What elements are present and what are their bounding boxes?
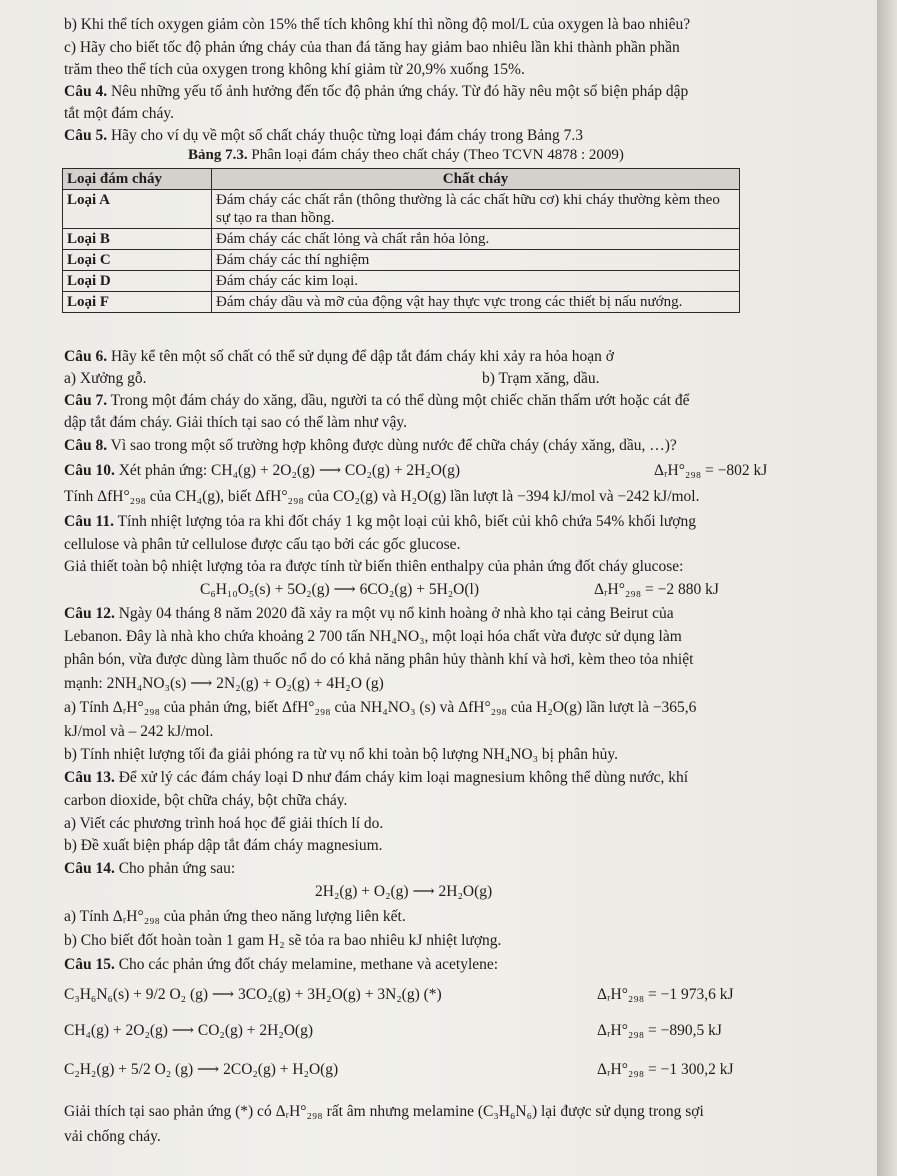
q6-label: Câu 6.: [64, 348, 108, 365]
question-6: [64, 347, 614, 366]
question-11: [64, 512, 696, 531]
q13-label: Câu 13.: [64, 769, 115, 786]
question-5: [64, 126, 583, 145]
question-14: [64, 859, 235, 878]
q12-a-cont: kJ/mol và – 242 kJ/mol.: [64, 723, 214, 740]
q15-text: Cho các phản ứng đốt cháy melamine, methane và acetylene:: [114, 956, 499, 973]
q6-text: Hãy kể tên một số chất có thể sử dụng để dập tắt đám cháy khi xảy ra hỏa hoạn ở: [107, 348, 614, 365]
row-type: Loại D: [63, 271, 212, 292]
q14-b: b) Cho biết đốt hoàn toàn 1 gam H₂ sẽ tỏa ra bao nhiêu kJ nhiệt lượng.: [64, 932, 502, 949]
q5-text: Hãy cho ví dụ về một số chất cháy thuộc từng loại đám cháy trong Bảng 7.3: [107, 127, 583, 144]
table-row: [63, 190, 740, 229]
table-row: [63, 271, 740, 292]
q6-b: b) Trạm xăng, dầu.: [482, 370, 600, 387]
q14-label: Câu 14.: [64, 860, 115, 877]
table-header-row: [63, 169, 740, 190]
q14-text: Cho phản ứng sau:: [114, 860, 236, 877]
line-3b: b) Khi thể tích oxygen giảm còn 15% thể tích không khí thì nồng độ mol/L của oxygen là bao nhiêu?: [64, 16, 691, 33]
q10-enthalpy: ΔᵣH°₂₉₈ = −802 kJ: [654, 462, 768, 479]
q15-label: Câu 15.: [64, 956, 115, 973]
q13-a: a) Viết các phương trình hoá học để giải thích lí do.: [64, 815, 384, 832]
q13-cont: carbon dioxide, bột chữa cháy, bột chữa cháy.: [64, 792, 348, 809]
q15-end-1: Giải thích tại sao phản ứng (*) có ΔᵣH°₂₉₈ rất âm nhưng melamine (C₃H₆N₆) lại được sử dụng trong sợi: [64, 1103, 704, 1120]
q10-line2: Tính ΔfH°₂₉₈ của CH₄(g), biết ΔfH°₂₉₈ của CO₂(g) và H₂O(g) lần lượt là −394 kJ/mol và −242 kJ/mol.: [64, 488, 700, 505]
header-substance: Chất cháy: [212, 169, 740, 190]
q12-text: Ngày 04 tháng 8 năm 2020 đã xảy ra một vụ nổ kinh hoàng ở nhà kho tại cảng Beirut của: [114, 605, 674, 622]
q10-label: Câu 10.: [64, 462, 115, 479]
q15-enthalpy-1: ΔᵣH°₂₉₈ = −1 973,6 kJ: [597, 986, 734, 1003]
table-row: [63, 229, 740, 250]
question-10: [64, 461, 460, 480]
table-row: [63, 292, 740, 313]
question-15: [64, 955, 498, 974]
table-caption: [188, 146, 624, 165]
row-desc: Đám cháy các chất lỏng và chất rắn hỏa lỏng.: [212, 229, 740, 250]
q11-cont2: Giả thiết toàn bộ nhiệt lượng tỏa ra được tính từ biến thiên enthalpy của phản ứng đốt cháy glucose:: [64, 558, 684, 575]
q11-label: Câu 11.: [64, 513, 114, 530]
question-8: [64, 436, 677, 455]
row-type: Loại F: [63, 292, 212, 313]
question-4: [64, 82, 688, 101]
q15-end-2: vải chống cháy.: [64, 1128, 161, 1145]
question-13: [64, 768, 688, 787]
table-caption-text: Phân loại đám cháy theo chất cháy (Theo TCVN 4878 : 2009): [247, 147, 624, 163]
q15-enthalpy-2: ΔᵣH°₂₉₈ = −890,5 kJ: [597, 1022, 722, 1039]
line-3c: c) Hãy cho biết tốc độ phản ứng cháy của than đá tăng hay giảm bao nhiêu lần khi thành phần phần: [64, 39, 680, 56]
q5-label: Câu 5.: [64, 127, 108, 144]
q15-enthalpy-3: ΔᵣH°₂₉₈ = −1 300,2 kJ: [597, 1061, 734, 1078]
q15-equation-1: C₃H₆N₆(s) + 9/2 O₂ (g) ⟶ 3CO₂(g) + 3H₂O(g) + 3N₂(g) (*): [64, 986, 442, 1003]
q4-text: Nêu những yếu tố ảnh hưởng đến tốc độ phản ứng cháy. Từ đó hãy nêu một số biện pháp dập: [107, 83, 689, 100]
q6-a: a) Xưởng gỗ.: [64, 370, 147, 387]
q12-cont1: Lebanon. Đây là nhà kho chứa khoảng 2 700 tấn NH₄NO₃, một loại hóa chất vừa được sử dụng làm: [64, 628, 682, 645]
q14-equation: 2H₂(g) + O₂(g) ⟶ 2H₂O(g): [315, 883, 493, 900]
line-3c-cont: trăm theo thể tích của oxygen trong không khí giảm từ 20,9% xuống 15%.: [64, 61, 525, 78]
header-type: Loại đám cháy: [63, 169, 212, 190]
question-12: [64, 604, 674, 623]
table-caption-label: Bảng 7.3.: [188, 147, 248, 163]
q7-text: Trong một đám cháy do xăng, dầu, người ta có thể dùng một chiếc chăn thấm ướt hoặc cát để: [107, 392, 690, 409]
row-desc: Đám cháy dầu và mỡ của động vật hay thực vực trong các thiết bị nấu nướng.: [212, 292, 740, 313]
row-desc: Đám cháy các kim loại.: [212, 271, 740, 292]
q8-text: Vì sao trong một số trường hợp không được dùng nước để chữa cháy (cháy xăng, dầu, …)?: [107, 437, 677, 454]
row-desc: Đám cháy các chất rắn (thông thường là các chất hữu cơ) khi cháy thường kèm theo sự tạo ra than hồng.: [212, 190, 740, 229]
row-desc: Đám cháy các thí nghiệm: [212, 250, 740, 271]
q14-a: a) Tính ΔᵣH°₂₉₈ của phản ứng theo năng lượng liên kết.: [64, 908, 406, 925]
q12-cont2: phân bón, vừa được dùng làm thuốc nổ do có khả năng phân hủy thành khí và hơi, kèm theo tỏa nhiệt: [64, 651, 694, 668]
question-7: [64, 391, 690, 410]
q13-b: b) Đề xuất biện pháp dập tắt đám cháy magnesium.: [64, 837, 383, 854]
q12-label: Câu 12.: [64, 605, 115, 622]
row-type: Loại A: [63, 190, 212, 229]
q7-cont: dập tắt đám cháy. Giải thích tại sao có thể làm như vậy.: [64, 414, 407, 431]
q12-a: a) Tính ΔᵣH°₂₉₈ của phản ứng, biết ΔfH°₂₉₈ của NH₄NO₃ (s) và ΔfH°₂₉₈ của H₂O(g) lần lượt là −365,6: [64, 699, 697, 716]
q11-cont1: cellulose và phân tử cellulose được cấu tạo bởi các gốc glucose.: [64, 536, 461, 553]
q11-equation: C₆H₁₀O₅(s) + 5O₂(g) ⟶ 6CO₂(g) + 5H₂O(l): [200, 581, 479, 598]
q4-cont: tắt một đám cháy.: [64, 105, 175, 122]
q15-equation-2: CH₄(g) + 2O₂(g) ⟶ CO₂(g) + 2H₂O(g): [64, 1022, 314, 1039]
page-edge-shadow: [877, 0, 897, 1176]
q12-b: b) Tính nhiệt lượng tối đa giải phóng ra từ vụ nổ khi toàn bộ lượng NH₄NO₃ bị phân hủy.: [64, 746, 618, 763]
q12-cont3: mạnh: 2NH₄NO₃(s) ⟶ 2N₂(g) + O₂(g) + 4H₂O (g): [64, 675, 384, 692]
fire-classification-table: [62, 168, 740, 313]
table-row: [63, 250, 740, 271]
q13-text: Để xử lý các đám cháy loại D như đám cháy kim loại magnesium không thể dùng nước, khí: [114, 769, 689, 786]
q15-equation-3: C₂H₂(g) + 5/2 O₂ (g) ⟶ 2CO₂(g) + H₂O(g): [64, 1061, 339, 1078]
row-type: Loại C: [63, 250, 212, 271]
q7-label: Câu 7.: [64, 392, 108, 409]
row-type: Loại B: [63, 229, 212, 250]
q8-label: Câu 8.: [64, 437, 108, 454]
q4-label: Câu 4.: [64, 83, 108, 100]
q11-enthalpy: ΔᵣH°₂₉₈ = −2 880 kJ: [594, 581, 719, 598]
q11-text: Tính nhiệt lượng tỏa ra khi đốt cháy 1 kg một loại củi khô, biết củi khô chứa 54% khối lượng: [113, 513, 696, 530]
q10-text: Xét phản ứng: CH₄(g) + 2O₂(g) ⟶ CO₂(g) + 2H₂O(g): [114, 462, 461, 479]
